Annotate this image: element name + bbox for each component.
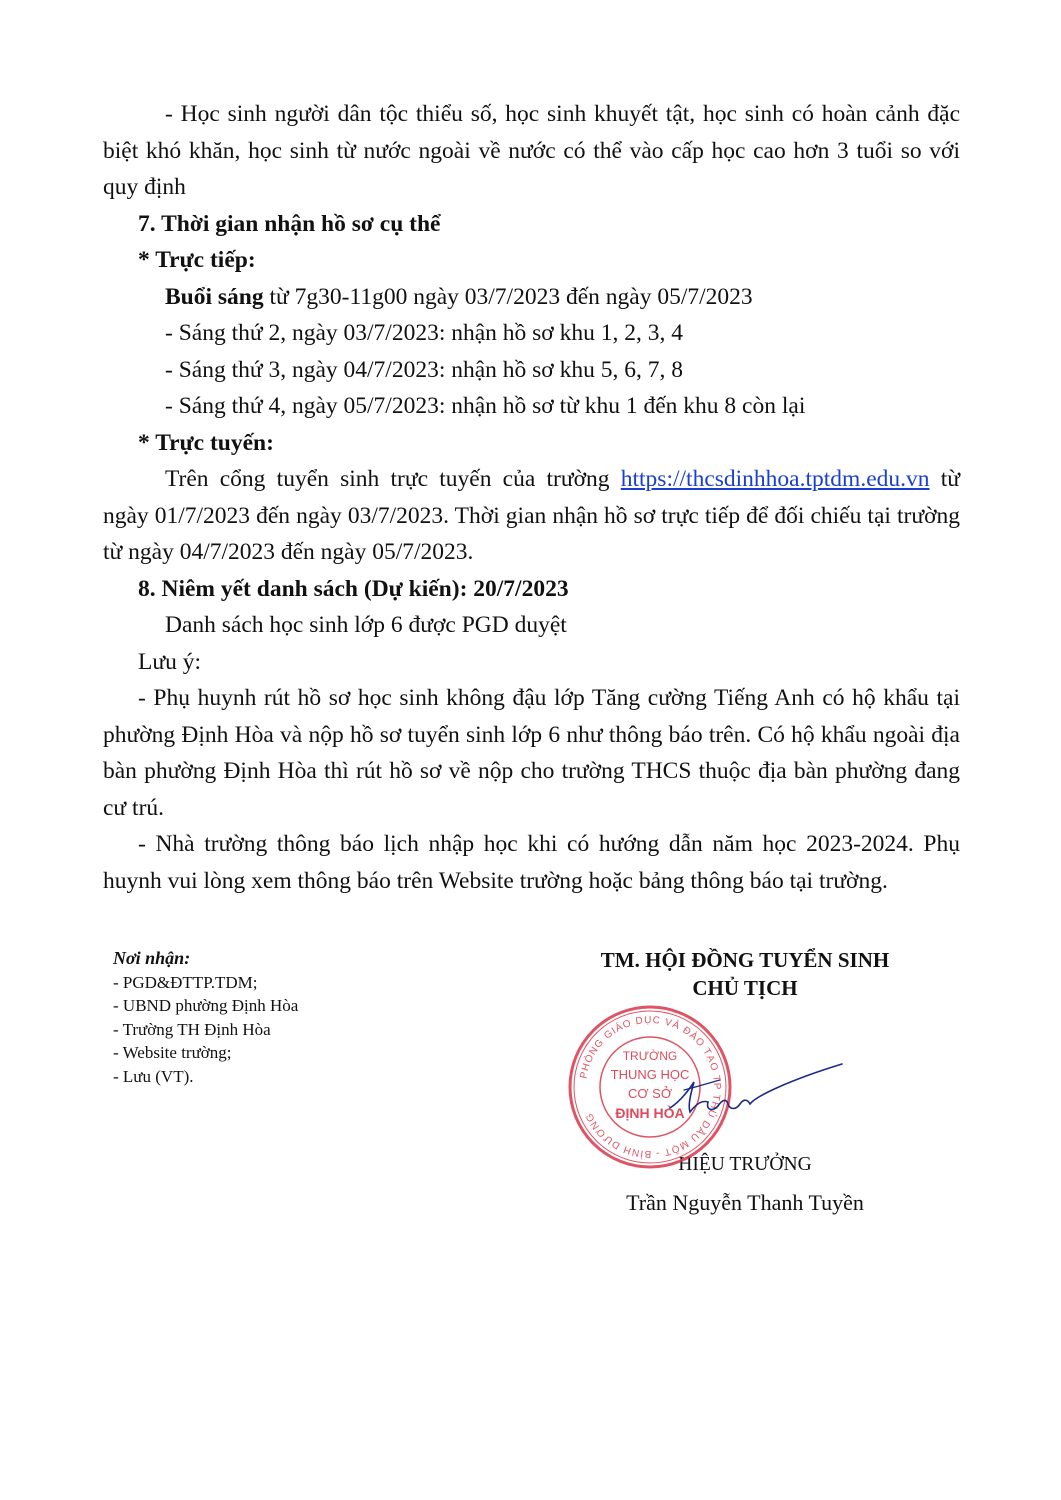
schedule-item-1: - Sáng thứ 2, ngày 03/7/2023: nhận hồ sơ khu 1, 2, 3, 4	[165, 320, 683, 346]
recipients-title: Nơi nhận:	[113, 948, 191, 968]
recipient-item: - Trường TH Định Hòa	[113, 1019, 271, 1039]
seal-line-1: TRƯỜNG	[622, 1049, 678, 1063]
morning-text: từ 7g30-11g00 ngày 03/7/2023 đến ngày 05/7/2023	[263, 283, 753, 310]
signer-role: CHỦ TỊCH	[692, 976, 798, 1000]
online-post: từ ngày 01/7/2023 đến ngày 03/7/2023. Thời gian nhận hồ sơ trực tiếp để đối chiếu tại trường từ ngày 04/7/2023 đến ngày 05/7/2023.	[103, 466, 960, 565]
schedule-item-3: - Sáng thứ 4, ngày 05/7/2023: nhận hồ sơ từ khu 1 đến khu 8 còn lại	[165, 393, 806, 419]
heading-direct: * Trực tiếp:	[138, 247, 256, 273]
paragraph-online	[103, 461, 960, 571]
recipients-block	[113, 947, 298, 1088]
note-1	[103, 680, 960, 826]
signer-organization: TM. HỘI ĐỒNG TUYỂN SINH	[600, 948, 890, 972]
morning-label: Buổi sáng	[165, 283, 264, 310]
note-1-text: - Phụ huynh rút hồ sơ học sinh không đậu lớp Tăng cường Tiếng Anh có hộ khẩu tại phường Định Hòa và nộp hồ sơ tuyển sinh lớp 6 như thông báo trên. Có hộ khẩu ngoài địa bàn phường Định Hòa thì rút hồ sơ về nộp cho trường THCS thuộc địa bàn phường đang cư trú.	[103, 685, 960, 821]
handwritten-signature	[660, 1060, 850, 1130]
morning-line	[103, 279, 960, 316]
online-pre: Trên cổng tuyển sinh trực tuyến của trường	[165, 466, 621, 492]
recipient-item: - PGD&ĐTTP.TDM;	[113, 972, 258, 992]
recipient-item: - Lưu (VT).	[113, 1066, 194, 1086]
paragraph-exception: - Học sinh người dân tộc thiểu số, học sinh khuyết tật, học sinh có hoàn cảnh đặc biệt khó khăn, học sinh từ nước ngoài về nước có thể vào cấp học cao hơn 3 tuổi so với quy định	[103, 101, 960, 200]
signer-name: Trần Nguyễn Thanh Tuyền	[626, 1190, 864, 1215]
document-body	[103, 96, 960, 899]
signer-position: HIỆU TRƯỞNG	[678, 1154, 812, 1175]
heading-section-8: 8. Niêm yết danh sách (Dự kiến): 20/7/2023	[138, 575, 569, 602]
seal-ring-text: PHÒNG GIÁO DỤC VÀ ĐÀO TẠO TP THỦ DẦU MỘT - BÌNH DƯƠNG	[578, 1014, 723, 1160]
recipient-item: - UBND phường Định Hòa	[113, 996, 299, 1015]
heading-online: * Trực tuyến:	[138, 429, 274, 456]
heading-section-7: 7. Thời gian nhận hồ sơ cụ thể	[138, 210, 441, 237]
list-text: Danh sách học sinh lớp 6 được PGD duyệt	[165, 612, 567, 638]
recipient-item: - Website trường;	[113, 1043, 232, 1062]
seal-line-3: CƠ SỞ	[628, 1086, 672, 1101]
schedule-item-2: - Sáng thứ 3, ngày 04/7/2023: nhận hồ sơ khu 5, 6, 7, 8	[165, 356, 683, 383]
note-2	[103, 826, 960, 899]
note-label: Lưu ý:	[138, 648, 201, 675]
seal-line-2: THUNG HỌC	[610, 1067, 690, 1082]
portal-link[interactable]: https://thcsdinhhoa.tptdm.edu.vn	[620, 466, 930, 492]
seal-line-4: ĐỊNH HÒA	[615, 1105, 685, 1121]
note-2-text: - Nhà trường thông báo lịch nhập học khi có hướng dẫn năm học 2023-2024. Phụ huynh vui lòng xem thông báo trên Website trường hoặc bảng thông báo tại trường.	[103, 831, 960, 894]
